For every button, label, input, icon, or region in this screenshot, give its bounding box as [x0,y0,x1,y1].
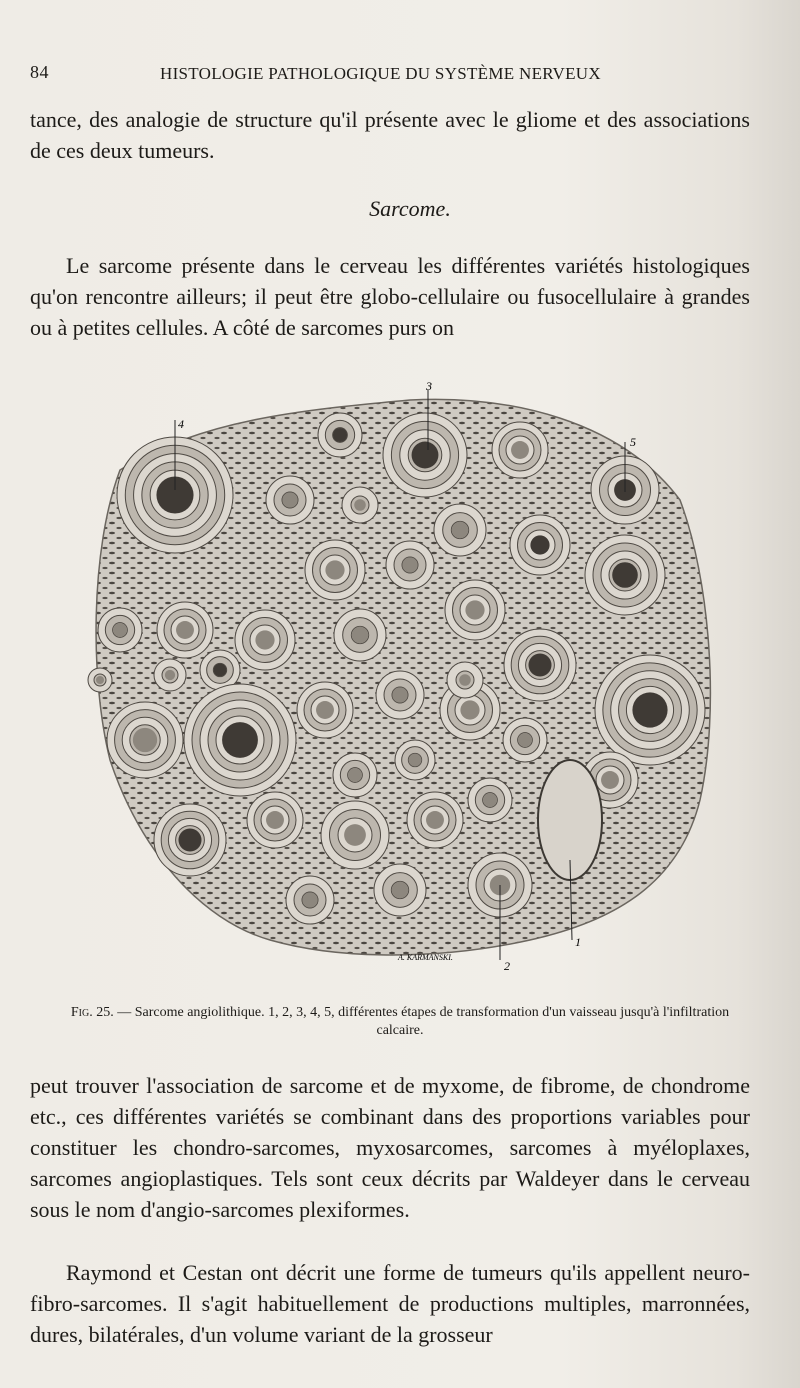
section-title: Sarcome. [369,196,451,221]
vessel-lumen [392,687,407,702]
vessel-lumen [282,492,297,507]
vessel-lumen [392,882,409,899]
engraver-signature: A. KARMANSKI. [398,953,453,962]
vessel-lumen [530,535,549,554]
vessel-lumen [409,754,422,767]
vessel-lumen [214,664,227,677]
figure-label-4: 4 [178,417,184,431]
vessel-lumen [483,793,497,807]
intro-paragraph [30,104,750,166]
vessel-lumen [426,811,444,829]
vessel-lumen [452,522,469,539]
paragraph-2 [30,1070,750,1225]
vessel-lumen [412,442,439,469]
vessel-lumen [333,428,347,442]
figure-label-2: 2 [504,959,510,973]
vessel-lumen [459,674,471,686]
vessel-lumen [178,828,201,851]
vessel-lumen [176,621,194,639]
vessel-lumen [352,627,369,644]
paragraph-1-text: Le sarcome présente dans le cerveau les différentes variétés histologiques qu'on rencontre ailleurs; il peut être globo-cellulaire ou fusocellulaire à grandes ou à petites cellules. A côté de sarcomes purs on [30,253,750,340]
vessel-lumen [344,824,366,846]
vessel-lumen [632,692,667,727]
vessel-lumen [528,653,551,676]
vessel-lumen [302,892,317,907]
figure-label-3: 3 [426,380,432,393]
caption-label: Fig. 25. [70,1005,114,1020]
vessel-lumen [465,600,484,619]
paragraph-1 [30,250,750,343]
vessel-lumen [402,557,417,572]
paragraph-2-text: peut trouver l'association de sarcome et de myxome, de fibrome, de chondrome etc., ces différentes variétés se combinant dans des proportions variables pour constituer les chondro-sarcomes, myxosarcomes, sarcomes à myéloplaxes, sarcomes angioplastiques. Tels sont ceux décrits par Waldeyer dans le cerveau sous le nom d'angio-sarcomes plexiformes. [30,1073,750,1222]
figure-label-1: 1 [575,935,581,949]
vessel-lumen [601,771,619,789]
vessel-lumen [460,700,479,719]
caption-text: — Sarcome angiolithique. 1, 2, 3, 4, 5, différentes étapes de transformation d'un vaisseau jusqu'à l'infiltration calcaire. [117,1005,730,1038]
page-number: 84 [30,62,49,82]
figure-illustration [80,380,720,980]
vessel-lumen [612,562,638,588]
running-title: HISTOLOGIE PATHOLOGIQUE DU SYSTÈME NERVEUX [160,64,601,83]
running-header [30,62,770,88]
vessel-lumen [354,499,366,511]
vessel-lumen [518,733,532,747]
vessel-lumen [316,701,334,719]
figure-label-5: 5 [630,435,636,449]
vessel-lumen [348,768,362,782]
vessel-lumen [266,811,284,829]
histology-drawing [80,380,720,980]
vessel-lumen [133,728,157,752]
vessel-lumen [113,623,127,637]
intro-text: tance, des analogie de structure qu'il présente avec le gliome et des associations de ces deux tumeurs. [30,107,750,163]
paragraph-3 [30,1257,750,1350]
vessel-lumen [255,630,274,649]
vessel-lumen [222,722,258,758]
figure-caption [60,1004,740,1040]
vessel-lumen [511,441,529,459]
vessel-lumen [96,676,104,684]
paragraph-3-text: Raymond et Cestan ont décrit une forme de tumeurs qu'ils appellent neuro-fibro-sarcomes. Il s'agit habituellement de productions multiples, marronnées, dures, bilatérales, d'un volume variant de la grosseur [30,1260,750,1347]
vessel-lumen [165,670,175,680]
vessel-lumen [325,560,344,579]
